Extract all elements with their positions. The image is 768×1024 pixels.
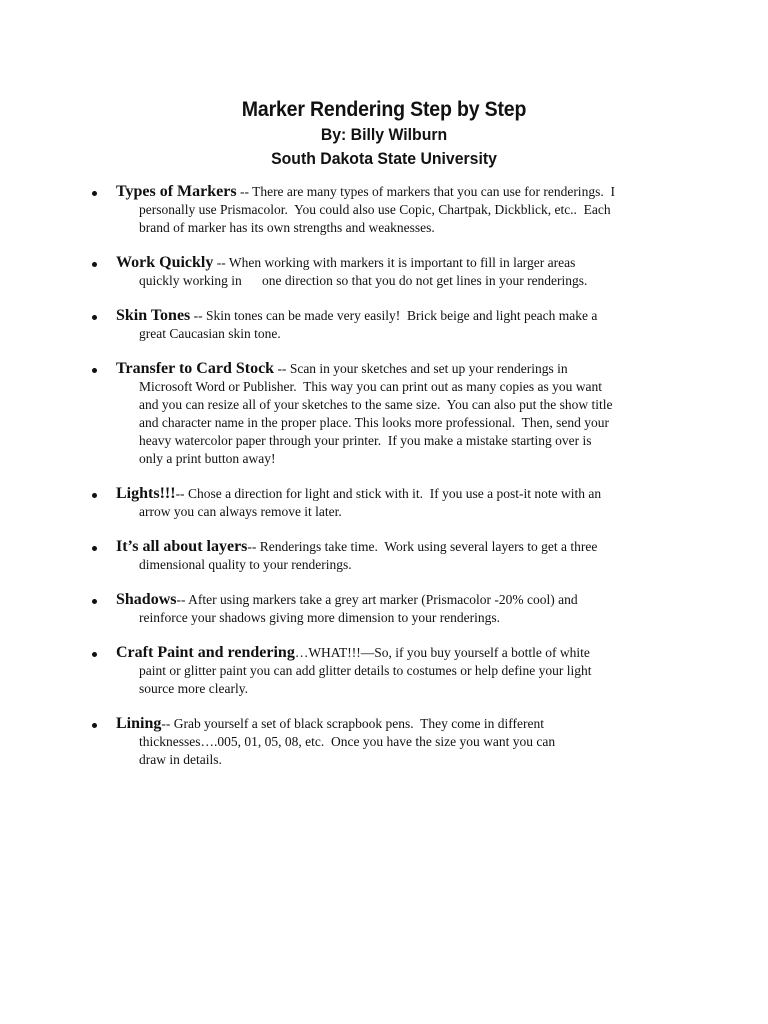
list-item-line: and character name in the proper place. This looks more professional. Then, send your — [139, 415, 609, 430]
bullet-icon — [92, 315, 97, 320]
list-item-line: thicknesses….005, 01, 05, 08, etc. Once you have the size you want you can — [139, 734, 556, 749]
list-item-line — [116, 307, 682, 325]
list-item-heading: Lights!!! — [116, 485, 176, 502]
list-item-separator: … — [294, 645, 309, 660]
list-item-line: arrow you can always remove it later. — [139, 504, 342, 519]
list-item-line — [116, 183, 682, 201]
list-item-line: only a print button away! — [139, 451, 276, 466]
list-item-line: heavy watercolor paper through your printer. If you make a mistake starting over is — [139, 433, 592, 448]
list-item-heading: Craft Paint and rendering — [116, 644, 295, 661]
bullet-icon — [92, 368, 97, 373]
list-item-separator: -- — [190, 308, 207, 323]
list-item-body: Grab yourself a set of black scrapbook pens. They come in different — [173, 716, 544, 731]
list-item-body: Skin tones can be made very easily! Brick beige and light peach make a — [206, 308, 598, 323]
list-item-separator: -- — [161, 716, 174, 731]
list-item-separator: -- — [176, 592, 189, 607]
list-item-text — [116, 538, 682, 574]
list-item-heading: Skin Tones — [116, 307, 191, 324]
list-item-line: reinforce your shadows giving more dimension to your renderings. — [139, 610, 501, 625]
list-item-text — [116, 183, 682, 237]
bullet-icon — [92, 191, 97, 196]
bullet-icon — [92, 652, 97, 657]
document-author: By: Billy Wilburn — [320, 125, 448, 144]
list-item — [92, 644, 682, 698]
bullet-icon — [92, 262, 97, 267]
list-item-body: After using markers take a grey art marker (Prismacolor -20% cool) and — [188, 592, 578, 607]
list-item-line: personally use Prismacolor. You could also use Copic, Chartpak, Dickblick, etc.. Each — [139, 202, 611, 217]
list-item-line — [116, 591, 682, 609]
list-item-line: Microsoft Word or Publisher. This way you can print out as many copies as you want — [139, 379, 602, 394]
list-item-line: quickly working in one direction so that you do not get lines in your renderings. — [139, 273, 588, 288]
list-item-heading: It’s all about layers — [116, 538, 248, 555]
list-item-body: There are many types of markers that you can use for renderings. I — [252, 184, 615, 199]
list-item-line — [116, 254, 682, 272]
bullet-icon — [92, 599, 97, 604]
list-item-body: Chose a direction for light and stick with it. If you use a post-it note with an — [187, 486, 602, 501]
list-item-line: great Caucasian skin tone. — [139, 326, 281, 341]
list-item-text — [116, 307, 682, 343]
list-item-text — [116, 360, 682, 468]
list-item-heading: Types of Markers — [116, 183, 237, 200]
list-item — [92, 538, 682, 574]
list-item-line — [116, 715, 682, 733]
list-item-body: WHAT!!!—So, if you buy yourself a bottle of white — [308, 645, 590, 660]
list-item-line: source more clearly. — [139, 681, 248, 696]
list-item — [92, 360, 682, 468]
list-item-separator: -- — [247, 539, 260, 554]
list-item-separator: -- — [274, 361, 290, 376]
list-item-separator: -- — [213, 255, 229, 270]
list-item-separator: -- — [175, 486, 188, 501]
list-item — [92, 183, 682, 237]
bullet-icon — [92, 723, 97, 728]
list-item-body: Renderings take time. Work using several layers to get a three — [259, 539, 598, 554]
document-title: Marker Rendering Step by Step — [241, 98, 527, 121]
document-institution: South Dakota State University — [271, 149, 497, 168]
list-item-heading: Transfer to Card Stock — [116, 360, 275, 377]
list-item-line: brand of marker has its own strengths and weaknesses. — [139, 220, 435, 235]
list-item-line — [116, 538, 682, 556]
list-item — [92, 715, 682, 769]
list-item-text — [116, 591, 682, 627]
list-item-line: paint or glitter paint you can add glitter details to costumes or help define your light — [139, 663, 592, 678]
list-item-body: When working with markers it is important to fill in larger areas — [228, 255, 576, 270]
list-item-line — [116, 485, 682, 503]
list-item-body: Scan in your sketches and set up your renderings in — [289, 361, 568, 376]
tips-list — [92, 183, 682, 786]
list-item-line: draw in details. — [139, 752, 222, 767]
list-item-line: dimensional quality to your renderings. — [139, 557, 352, 572]
list-item-line: and you can resize all of your sketches to the same size. You can also put the show title — [139, 397, 613, 412]
list-item — [92, 485, 682, 521]
bullet-icon — [92, 493, 97, 498]
document-header — [0, 96, 768, 171]
list-item-heading: Shadows — [116, 591, 177, 608]
bullet-icon — [92, 546, 97, 551]
list-item-text — [116, 715, 682, 769]
list-item — [92, 307, 682, 343]
list-item-line — [116, 360, 682, 378]
list-item-heading: Work Quickly — [116, 254, 214, 271]
list-item — [92, 591, 682, 627]
list-item-line — [116, 644, 682, 662]
list-item-text — [116, 485, 682, 521]
list-item-text — [116, 254, 682, 290]
list-item-heading: Lining — [116, 715, 162, 732]
list-item — [92, 254, 682, 290]
list-item-text — [116, 644, 682, 698]
list-item-separator: -- — [236, 184, 253, 199]
